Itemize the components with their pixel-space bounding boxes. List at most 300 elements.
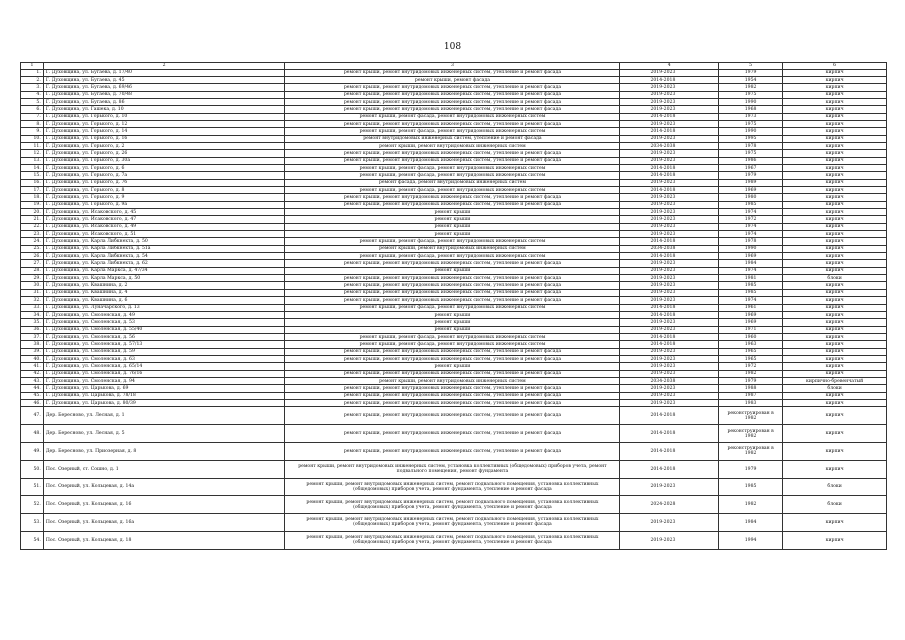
- material-cell: кирпич: [783, 392, 887, 399]
- row-number: 19.: [21, 201, 44, 208]
- period-cell: 2019-2023: [620, 478, 719, 496]
- period-cell: 2019-2023: [620, 231, 719, 238]
- address-cell: Г. Духовщина, ул. Царькова, д. 69: [43, 385, 285, 392]
- address-cell: Г. Духовщина, ул. Горького, д. 12: [43, 120, 285, 127]
- period-cell: 2024-2028: [620, 496, 719, 514]
- year-cell: 1965: [718, 355, 782, 362]
- works-cell: ремонт крыши, ремонт внутридомовых инженерных систем, утепление и ремонт фасада: [285, 157, 620, 164]
- material-cell: кирпич: [783, 304, 887, 311]
- row-number: 16.: [21, 179, 44, 186]
- works-cell: ремонт крыши, ремонт внутридомовых инженерных систем, утепление и ремонт фасада: [285, 399, 620, 406]
- address-cell: Г. Духовщина, ул. Бугаева, д. 69/46: [43, 84, 285, 91]
- works-cell: ремонт крыши, ремонт внутридомовых инженерных систем, утепление и ремонт фасада: [285, 150, 620, 157]
- year-cell: 1975: [718, 120, 782, 127]
- works-cell: ремонт крыши, ремонт внутридомовых инженерных систем, утепление и ремонт фасада: [285, 84, 620, 91]
- row-number: 11.: [21, 142, 44, 149]
- row-number: 3.: [21, 84, 44, 91]
- year-cell: 1963: [718, 341, 782, 348]
- table-row: [21, 377, 887, 384]
- period-cell: 2019-2023: [620, 514, 719, 532]
- period-cell: 2019-2023: [620, 98, 719, 105]
- material-cell: кирпич: [783, 370, 887, 377]
- works-cell: ремонт крыши, ремонт внутридомовых инженерных систем, утепление и ремонт фасада: [285, 260, 620, 267]
- works-cell: ремонт крыши, ремонт внутридомовых инженерных систем, ремонт подвального помещения, установка коллективных (общедомовых) приборов учета, ремонт фундамента, утепление и ремонт фасада: [285, 531, 620, 549]
- year-cell: 1988: [718, 385, 782, 392]
- works-cell: ремонт крыши, ремонт внутридомовых инженерных систем, утепление и ремонт фасада: [285, 442, 620, 460]
- material-cell: кирпич: [783, 135, 887, 142]
- works-cell: ремонт крыши: [285, 363, 620, 370]
- year-cell: 1979: [718, 460, 782, 478]
- works-cell: ремонт крыши, ремонт фасада, ремонт внутридомовых инженерных систем: [285, 172, 620, 179]
- works-cell: ремонт крыши, ремонт фасада, ремонт внутридомовых инженерных систем: [285, 113, 620, 120]
- material-cell: кирпич: [783, 341, 887, 348]
- works-cell: ремонт крыши, ремонт внутридомовых инженерных систем, ремонт подвального помещения, установка коллективных (общедомовых) приборов учета, ремонт фундамента, утепление и ремонт фасада: [285, 496, 620, 514]
- address-cell: Г. Духовщина, ул. Квашнина, д. 4: [43, 289, 285, 296]
- year-cell: 1974: [718, 297, 782, 304]
- address-cell: Г. Духовщина, ул. Царькова, д. 78/18: [43, 392, 285, 399]
- year-cell: 1978: [718, 142, 782, 149]
- period-cell: 2014-2018: [620, 76, 719, 83]
- year-cell: 1983: [718, 399, 782, 406]
- table-row: [21, 355, 887, 362]
- address-cell: Г. Духовщина, ул. Смоленская, д. 49: [43, 311, 285, 318]
- period-cell: 2019-2023: [620, 120, 719, 127]
- address-cell: Г. Духовщина, ул. Смоленская, д. 63: [43, 355, 285, 362]
- year-cell: реконструирован в 1982: [718, 442, 782, 460]
- material-cell: кирпич: [783, 267, 887, 274]
- address-cell: Дер. Бересново, ул. Лесная, д. 1: [43, 407, 285, 425]
- row-number: 52.: [21, 496, 44, 514]
- material-cell: кирпич: [783, 157, 887, 164]
- year-cell: 1967: [718, 164, 782, 171]
- row-number: 50.: [21, 460, 44, 478]
- address-cell: Пос. Озерный, ул. Кольцевая, д. 18: [43, 531, 285, 549]
- table-row: [21, 260, 887, 267]
- table-row: [21, 128, 887, 135]
- year-cell: 1990: [718, 128, 782, 135]
- period-cell: 2014-2018: [620, 253, 719, 260]
- works-cell: ремонт крыши: [285, 311, 620, 318]
- period-cell: 2019-2023: [620, 194, 719, 201]
- works-cell: ремонт крыши, ремонт внутридомовых инженерных систем, установка коллективных (общедомовых) приборов учета, ремонт подвального помещения, ремонт фундамента: [285, 460, 620, 478]
- row-number: 21.: [21, 216, 44, 223]
- table-row: [21, 341, 887, 348]
- material-cell: кирпич: [783, 460, 887, 478]
- address-cell: Г. Духовщина, ул. Горького, д. 30а: [43, 157, 285, 164]
- address-cell: Дер. Бересново, ул. Приозерная, д. 8: [43, 442, 285, 460]
- year-cell: 1954: [718, 76, 782, 83]
- row-number: 2.: [21, 76, 44, 83]
- material-cell: кирпич: [783, 209, 887, 216]
- material-cell: кирпич: [783, 355, 887, 362]
- year-cell: 1974: [718, 231, 782, 238]
- period-cell: 2019-2023: [620, 260, 719, 267]
- address-cell: Пос. Озерный, ст. Сошно, д. 1: [43, 460, 285, 478]
- period-cell: 2019-2023: [620, 275, 719, 282]
- material-cell: кирпич: [783, 531, 887, 549]
- table-row: [21, 164, 887, 171]
- row-number: 51.: [21, 478, 44, 496]
- row-number: 10.: [21, 135, 44, 142]
- material-cell: кирпич: [783, 514, 887, 532]
- works-cell: ремонт крыши: [285, 326, 620, 333]
- year-cell: 1973: [718, 113, 782, 120]
- address-cell: Г. Духовщина, ул. Гашека, д. 10: [43, 106, 285, 113]
- address-cell: Г. Духовщина, ул. Исаковского, д. 51: [43, 231, 285, 238]
- material-cell: кирпич: [783, 76, 887, 83]
- row-number: 43.: [21, 377, 44, 384]
- year-cell: 1969: [718, 311, 782, 318]
- address-cell: Г. Духовщина, ул. Смоленская, д. 65/14: [43, 363, 285, 370]
- row-number: 32.: [21, 297, 44, 304]
- table-row: [21, 289, 887, 296]
- address-cell: Г. Духовщина, ул. Карла Либкнехта, д. 51а: [43, 245, 285, 252]
- table-row: [21, 297, 887, 304]
- works-cell: ремонт крыши, ремонт внутридомовых инженерных систем, ремонт подвального помещения, установка коллективных (общедомовых) приборов учета, ремонт фундамента, утепление и ремонт фасада: [285, 514, 620, 532]
- period-cell: 2019-2023: [620, 135, 719, 142]
- period-cell: 2019-2023: [620, 355, 719, 362]
- period-cell: 2014-2018: [620, 128, 719, 135]
- year-cell: реконструирован в 1982: [718, 425, 782, 443]
- period-cell: 2034-2038: [620, 377, 719, 384]
- year-cell: 1961: [718, 304, 782, 311]
- year-cell: 1978: [718, 238, 782, 245]
- row-number: 13.: [21, 157, 44, 164]
- row-number: 47.: [21, 407, 44, 425]
- table-row: [21, 179, 887, 186]
- works-cell: ремонт крыши, ремонт фасада, ремонт внутридомовых инженерных систем: [285, 238, 620, 245]
- material-cell: блоки: [783, 496, 887, 514]
- address-cell: Г. Духовщина, ул. Горького, д. 7б: [43, 179, 285, 186]
- material-cell: кирпич: [783, 84, 887, 91]
- period-cell: 2019-2023: [620, 297, 719, 304]
- address-cell: Г. Духовщина, ул. Исаковского, д. 49: [43, 223, 285, 230]
- address-cell: Г. Духовщина, ул. Смоленская, д. 59: [43, 348, 285, 355]
- works-cell: ремонт крыши, ремонт фасада, ремонт внутридомовых инженерных систем: [285, 253, 620, 260]
- address-cell: Пос. Озерный, ул. Кольцевая, д. 16а: [43, 514, 285, 532]
- row-number: 42.: [21, 370, 44, 377]
- material-cell: кирпично-бревенчатый: [783, 377, 887, 384]
- table-row: [21, 106, 887, 113]
- table-row: [21, 142, 887, 149]
- period-cell: 2014-2018: [620, 407, 719, 425]
- period-cell: 2014-2018: [620, 333, 719, 340]
- works-cell: ремонт крыши, ремонт фасада, ремонт внутридомовых инженерных систем: [285, 333, 620, 340]
- period-cell: 2014-2018: [620, 442, 719, 460]
- period-cell: 2019-2023: [620, 348, 719, 355]
- year-cell: 1974: [718, 209, 782, 216]
- material-cell: кирпич: [783, 194, 887, 201]
- table-row: [21, 460, 887, 478]
- row-number: 37.: [21, 333, 44, 340]
- period-cell: 2019-2023: [620, 531, 719, 549]
- year-cell: 1969: [718, 187, 782, 194]
- period-cell: 2019-2023: [620, 363, 719, 370]
- works-cell: ремонт крыши, ремонт внутридомовых инженерных систем, утепление и ремонт фасада: [285, 201, 620, 208]
- column-header: 2: [43, 63, 285, 70]
- material-cell: кирпич: [783, 425, 887, 443]
- table-row: [21, 326, 887, 333]
- table-row: [21, 348, 887, 355]
- row-number: 53.: [21, 514, 44, 532]
- material-cell: кирпич: [783, 98, 887, 105]
- year-cell: 1979: [718, 69, 782, 76]
- works-cell: ремонт крыши, ремонт внутридомовых инженерных систем, утепление и ремонт фасада: [285, 348, 620, 355]
- address-cell: Г. Духовщина, ул. Горького, д. 10: [43, 113, 285, 120]
- row-number: 17.: [21, 187, 44, 194]
- material-cell: кирпич: [783, 282, 887, 289]
- material-cell: кирпич: [783, 297, 887, 304]
- material-cell: кирпич: [783, 69, 887, 76]
- period-cell: 2014-2018: [620, 164, 719, 171]
- period-cell: 2014-2018: [620, 172, 719, 179]
- table-row: [21, 216, 887, 223]
- table-row: [21, 201, 887, 208]
- row-number: 39.: [21, 348, 44, 355]
- row-number: 14.: [21, 164, 44, 171]
- table-row: [21, 120, 887, 127]
- address-cell: Г. Духовщина, ул. Горького, д. 8: [43, 187, 285, 194]
- column-header: 4: [620, 63, 719, 70]
- period-cell: 2014-2018: [620, 238, 719, 245]
- table-row: [21, 113, 887, 120]
- year-cell: 1989: [718, 179, 782, 186]
- works-cell: ремонт крыши, ремонт фасада, ремонт внутридомовых инженерных систем: [285, 187, 620, 194]
- table-row: [21, 253, 887, 260]
- column-header: 5: [718, 63, 782, 70]
- row-number: 36.: [21, 326, 44, 333]
- address-cell: Г. Духовщина, ул. Квашнина, д. 6: [43, 297, 285, 304]
- period-cell: 2019-2023: [620, 289, 719, 296]
- row-number: 9.: [21, 128, 44, 135]
- period-cell: 2019-2023: [620, 370, 719, 377]
- table-row: [21, 496, 887, 514]
- material-cell: кирпич: [783, 363, 887, 370]
- row-number: 33.: [21, 304, 44, 311]
- table-row: [21, 311, 887, 318]
- row-number: 22.: [21, 223, 44, 230]
- works-cell: ремонт крыши, ремонт внутридомовых инженерных систем, утепление и ремонт фасада: [285, 289, 620, 296]
- period-cell: 2019-2023: [620, 392, 719, 399]
- material-cell: кирпич: [783, 289, 887, 296]
- material-cell: кирпич: [783, 319, 887, 326]
- works-cell: ремонт крыши, ремонт фасада, ремонт внутридомовых инженерных систем: [285, 128, 620, 135]
- material-cell: кирпич: [783, 253, 887, 260]
- period-cell: 2019-2023: [620, 209, 719, 216]
- table-row: [21, 425, 887, 443]
- period-cell: 2014-2018: [620, 113, 719, 120]
- address-cell: Г. Духовщина, ул. Карла Либкнехта, д. 54: [43, 253, 285, 260]
- row-number: 6.: [21, 106, 44, 113]
- period-cell: 2014-2018: [620, 425, 719, 443]
- material-cell: кирпич: [783, 223, 887, 230]
- year-cell: 1965: [718, 348, 782, 355]
- table-row: [21, 319, 887, 326]
- address-cell: Г. Духовщина, ул. Исаковского, д. 45: [43, 209, 285, 216]
- row-number: 48.: [21, 425, 44, 443]
- material-cell: кирпич: [783, 91, 887, 98]
- row-number: 46.: [21, 399, 44, 406]
- row-number: 8.: [21, 120, 44, 127]
- works-cell: ремонт крыши: [285, 223, 620, 230]
- works-cell: ремонт крыши, ремонт фасада, ремонт внутридомовых инженерных систем: [285, 304, 620, 311]
- column-header: 1: [21, 63, 44, 70]
- year-cell: 1985: [718, 201, 782, 208]
- address-cell: Г. Духовщина, ул. Царькова, д. 80/39: [43, 399, 285, 406]
- year-cell: 1979: [718, 172, 782, 179]
- row-number: 28.: [21, 267, 44, 274]
- year-cell: 1982: [718, 84, 782, 91]
- year-cell: 1969: [718, 253, 782, 260]
- works-cell: ремонт крыши, ремонт внутридомовых инженерных систем, утепление и ремонт фасада: [285, 392, 620, 399]
- period-cell: 2019-2023: [620, 106, 719, 113]
- row-number: 27.: [21, 260, 44, 267]
- row-number: 23.: [21, 231, 44, 238]
- period-cell: 2019-2023: [620, 84, 719, 91]
- address-cell: Г. Духовщина, ул. Бугаева, д. 45: [43, 76, 285, 83]
- column-header: 3: [285, 63, 620, 70]
- address-cell: Г. Духовщина, ул. Смоленская, д. 53: [43, 319, 285, 326]
- table-row: [21, 385, 887, 392]
- year-cell: 1980: [718, 194, 782, 201]
- table-row: [21, 98, 887, 105]
- year-cell: 1972: [718, 216, 782, 223]
- works-cell: ремонт крыши, ремонт внутридомовых инженерных систем, утепление и ремонт фасада: [285, 355, 620, 362]
- works-cell: ремонт крыши, ремонт внутридомовых инженерных систем, утепление и ремонт фасада: [285, 282, 620, 289]
- table-row: [21, 157, 887, 164]
- works-cell: ремонт крыши, ремонт внутридомовых инженерных систем: [285, 377, 620, 384]
- works-cell: ремонт крыши, ремонт внутридомовых инженерных систем, утепление и ремонт фасада: [285, 385, 620, 392]
- material-cell: кирпич: [783, 333, 887, 340]
- material-cell: кирпич: [783, 245, 887, 252]
- works-cell: ремонт крыши, ремонт внутридомовых инженерных систем, утепление и ремонт фасада: [285, 69, 620, 76]
- works-cell: ремонт крыши, ремонт внутридомовых инженерных систем, утепление и ремонт фасада: [285, 297, 620, 304]
- address-cell: Г. Духовщина, ул. Горького, д. 9: [43, 194, 285, 201]
- works-cell: ремонт крыши: [285, 216, 620, 223]
- table-row: [21, 135, 887, 142]
- material-cell: кирпич: [783, 113, 887, 120]
- year-cell: 1994: [718, 531, 782, 549]
- table-row: [21, 187, 887, 194]
- material-cell: кирпич: [783, 238, 887, 245]
- address-cell: Г. Духовщина, ул. Смоленская, д. 94: [43, 377, 285, 384]
- period-cell: 2019-2023: [620, 201, 719, 208]
- address-cell: Г. Духовщина, ул. Смоленская, д. 56: [43, 333, 285, 340]
- period-cell: 2019-2023: [620, 399, 719, 406]
- row-number: 45.: [21, 392, 44, 399]
- page-number: 108: [443, 42, 462, 52]
- works-cell: ремонт крыши, ремонт внутридомовых инженерных систем: [285, 142, 620, 149]
- address-cell: Г. Духовщина, ул. Бугаева, д. 70/48: [43, 91, 285, 98]
- table-row: [21, 194, 887, 201]
- address-cell: Дер. Бересново, ул. Лесная, д. 5: [43, 425, 285, 443]
- material-cell: кирпич: [783, 311, 887, 318]
- works-cell: ремонт крыши: [285, 267, 620, 274]
- year-cell: 1981: [718, 275, 782, 282]
- table-row: [21, 69, 887, 76]
- year-cell: 1987: [718, 392, 782, 399]
- works-cell: ремонт крыши: [285, 209, 620, 216]
- year-cell: 1969: [718, 319, 782, 326]
- table-row: [21, 91, 887, 98]
- year-cell: 1990: [718, 98, 782, 105]
- works-cell: ремонт крыши, ремонт внутридомовых инженерных систем, утепление и ремонт фасада: [285, 370, 620, 377]
- period-cell: 2014-2018: [620, 311, 719, 318]
- row-number: 4.: [21, 91, 44, 98]
- period-cell: 2019-2023: [620, 69, 719, 76]
- year-cell: 1990: [718, 245, 782, 252]
- row-number: 44.: [21, 385, 44, 392]
- material-cell: кирпич: [783, 164, 887, 171]
- year-cell: 1984: [718, 260, 782, 267]
- year-cell: 1982: [718, 496, 782, 514]
- year-cell: 1972: [718, 363, 782, 370]
- works-cell: ремонт крыши, ремонт внутридомовых инженерных систем, утепление и ремонт фасада: [285, 407, 620, 425]
- period-cell: 2034-2038: [620, 142, 719, 149]
- address-cell: Г. Духовщина, ул. Смоленская, д. 57/13: [43, 341, 285, 348]
- table-row: [21, 531, 887, 549]
- period-cell: 2019-2023: [620, 326, 719, 333]
- table-row: [21, 150, 887, 157]
- address-cell: Г. Духовщина, ул. Бугаева, д. 86: [43, 98, 285, 105]
- table-row: [21, 275, 887, 282]
- table-row: [21, 76, 887, 83]
- works-cell: ремонт крыши, ремонт фасада, ремонт внутридомовых инженерных систем: [285, 164, 620, 171]
- row-number: 30.: [21, 282, 44, 289]
- row-number: 38.: [21, 341, 44, 348]
- material-cell: кирпич: [783, 172, 887, 179]
- row-number: 15.: [21, 172, 44, 179]
- address-cell: Г. Духовщина, ул. Карла Либкнехта, д. 62: [43, 260, 285, 267]
- address-cell: Г. Духовщина, ул. Бугаева, д. 17/40: [43, 69, 285, 76]
- row-number: 7.: [21, 113, 44, 120]
- works-cell: ремонт крыши, ремонт внутридомовых инженерных систем, утепление и ремонт фасада: [285, 106, 620, 113]
- year-cell: реконструирован в 1982: [718, 407, 782, 425]
- works-cell: ремонт крыши: [285, 231, 620, 238]
- address-cell: Г. Духовщина, ул. Карла Маркса, д. 50: [43, 275, 285, 282]
- table-row: [21, 267, 887, 274]
- works-cell: ремонт фасада, ремонт внутридомовых инженерных систем: [285, 179, 620, 186]
- table-row: [21, 399, 887, 406]
- works-cell: ремонт крыши, ремонт внутридомовых инженерных систем, утепление и ремонт фасада: [285, 275, 620, 282]
- period-cell: 2019-2023: [620, 91, 719, 98]
- table-row: [21, 84, 887, 91]
- table-row: [21, 407, 887, 425]
- address-cell: Г. Духовщина, ул. Исаковского, д. 47: [43, 216, 285, 223]
- material-cell: блоки: [783, 478, 887, 496]
- row-number: 25.: [21, 245, 44, 252]
- works-cell: ремонт крыши, ремонт фасада: [285, 76, 620, 83]
- year-cell: 1979: [718, 377, 782, 384]
- period-cell: 2019-2023: [620, 157, 719, 164]
- row-number: 1.: [21, 69, 44, 76]
- table-row: [21, 209, 887, 216]
- period-cell: 2019-2023: [620, 267, 719, 274]
- material-cell: кирпич: [783, 326, 887, 333]
- address-cell: Г. Духовщина, ул. Горького, д. 2: [43, 142, 285, 149]
- material-cell: кирпич: [783, 142, 887, 149]
- material-cell: блоки: [783, 385, 887, 392]
- period-cell: 2019-2023: [620, 216, 719, 223]
- year-cell: 1985: [718, 289, 782, 296]
- year-cell: 1974: [718, 223, 782, 230]
- address-cell: Г. Духовщина, ул. Горького, д. 6: [43, 164, 285, 171]
- material-cell: кирпич: [783, 231, 887, 238]
- year-cell: 1984: [718, 514, 782, 532]
- period-cell: 2014-2018: [620, 187, 719, 194]
- address-cell: Г. Духовщина, ул. Луначарского, д. 13: [43, 304, 285, 311]
- address-cell: Г. Духовщина, ул. Карла Либкнехта, д. 50: [43, 238, 285, 245]
